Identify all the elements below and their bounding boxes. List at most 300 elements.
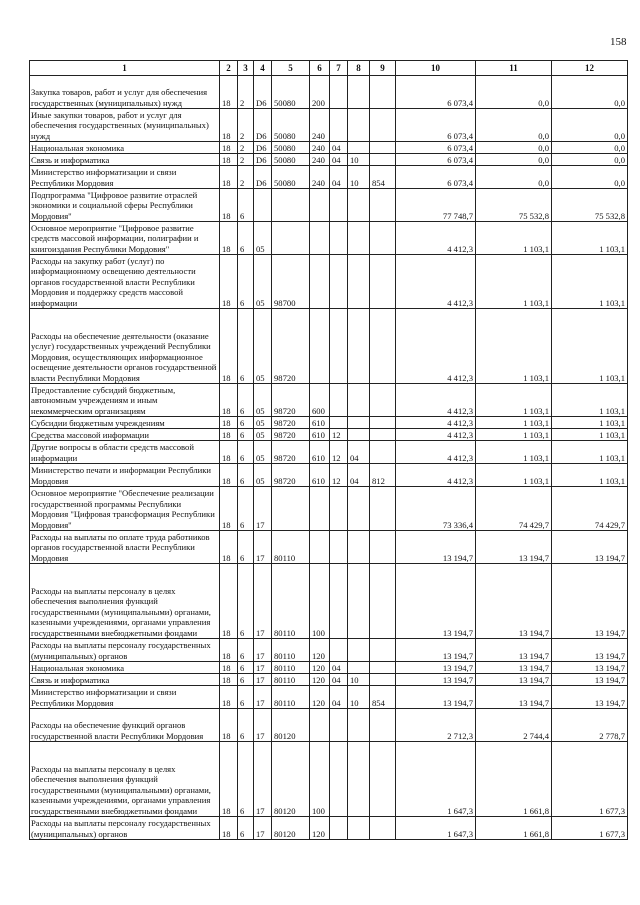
row-description: Министерство информатизации и связи Республики Мордовия xyxy=(30,686,220,709)
table-header-row xyxy=(30,61,628,76)
col-2-cell: 18 xyxy=(220,464,238,487)
col-4-cell: D6 xyxy=(254,109,272,142)
col-9-cell: 812 xyxy=(370,464,396,487)
col-8-cell xyxy=(348,742,370,817)
col-6-cell: 100 xyxy=(310,564,330,639)
column-header: 11 xyxy=(476,61,552,76)
col-10-cell: 13 194,7 xyxy=(396,564,476,639)
col-6-cell: 600 xyxy=(310,384,330,417)
col-2-cell: 18 xyxy=(220,154,238,166)
col-4-cell: 17 xyxy=(254,817,272,840)
col-2-cell: 18 xyxy=(220,109,238,142)
col-7-cell: 12 xyxy=(330,441,348,464)
col-4-cell: 05 xyxy=(254,464,272,487)
col-4-cell: 17 xyxy=(254,531,272,564)
col-10-cell: 13 194,7 xyxy=(396,686,476,709)
col-8-cell xyxy=(348,662,370,674)
col-11-cell: 1 661,8 xyxy=(476,817,552,840)
column-header: 10 xyxy=(396,61,476,76)
col-10-cell: 4 412,3 xyxy=(396,417,476,429)
col-12-cell: 1 103,1 xyxy=(552,441,628,464)
col-2-cell: 18 xyxy=(220,166,238,189)
col-11-cell: 13 194,7 xyxy=(476,674,552,686)
col-12-cell: 13 194,7 xyxy=(552,662,628,674)
col-7-cell: 04 xyxy=(330,686,348,709)
col-8-cell xyxy=(348,429,370,441)
col-12-cell: 1 677,3 xyxy=(552,817,628,840)
page-number: 158 xyxy=(610,36,627,48)
col-7-cell: 04 xyxy=(330,674,348,686)
col-11-cell: 0,0 xyxy=(476,154,552,166)
col-6-cell xyxy=(310,531,330,564)
table-row xyxy=(30,674,628,686)
col-8-cell xyxy=(348,189,370,222)
col-7-cell: 04 xyxy=(330,154,348,166)
col-4-cell: D6 xyxy=(254,76,272,109)
table-row xyxy=(30,255,628,309)
col-8-cell xyxy=(348,76,370,109)
col-11-cell: 1 103,1 xyxy=(476,309,552,384)
col-7-cell: 04 xyxy=(330,166,348,189)
col-9-cell xyxy=(370,662,396,674)
row-description: Основное мероприятие "Обеспечение реализации государственной программы Республики Мордовия "Цифровая трансформация Республики Мордовия" xyxy=(30,487,220,531)
col-5-cell xyxy=(272,189,310,222)
col-10-cell: 73 336,4 xyxy=(396,487,476,531)
col-2-cell: 18 xyxy=(220,639,238,662)
row-description: Министерство печати и информации Республики Мордовия xyxy=(30,464,220,487)
col-8-cell xyxy=(348,255,370,309)
col-10-cell: 6 073,4 xyxy=(396,142,476,154)
col-9-cell xyxy=(370,189,396,222)
col-12-cell: 13 194,7 xyxy=(552,639,628,662)
col-7-cell xyxy=(330,639,348,662)
col-6-cell: 120 xyxy=(310,817,330,840)
column-header: 1 xyxy=(30,61,220,76)
table-row xyxy=(30,531,628,564)
col-10-cell: 13 194,7 xyxy=(396,674,476,686)
row-description: Субсидии бюджетным учреждениям xyxy=(30,417,220,429)
col-6-cell: 120 xyxy=(310,674,330,686)
col-10-cell: 6 073,4 xyxy=(396,166,476,189)
col-10-cell: 4 412,3 xyxy=(396,384,476,417)
col-10-cell: 13 194,7 xyxy=(396,639,476,662)
col-12-cell: 2 778,7 xyxy=(552,709,628,742)
col-11-cell: 1 661,8 xyxy=(476,742,552,817)
col-4-cell: D6 xyxy=(254,154,272,166)
col-9-cell xyxy=(370,817,396,840)
col-12-cell: 1 103,1 xyxy=(552,255,628,309)
col-6-cell xyxy=(310,222,330,255)
column-header: 8 xyxy=(348,61,370,76)
col-5-cell: 50080 xyxy=(272,109,310,142)
col-2-cell: 18 xyxy=(220,817,238,840)
col-9-cell xyxy=(370,441,396,464)
col-12-cell: 1 103,1 xyxy=(552,417,628,429)
col-7-cell: 04 xyxy=(330,662,348,674)
col-4-cell: 05 xyxy=(254,441,272,464)
col-5-cell: 98720 xyxy=(272,309,310,384)
col-3-cell: 6 xyxy=(238,222,254,255)
col-9-cell xyxy=(370,742,396,817)
col-6-cell xyxy=(310,309,330,384)
col-12-cell: 1 103,1 xyxy=(552,222,628,255)
row-description: Министерство информатизации и связи Республики Мордовия xyxy=(30,166,220,189)
col-2-cell: 18 xyxy=(220,384,238,417)
col-10-cell: 6 073,4 xyxy=(396,76,476,109)
col-12-cell: 13 194,7 xyxy=(552,686,628,709)
table-row xyxy=(30,429,628,441)
col-12-cell: 1 103,1 xyxy=(552,464,628,487)
col-6-cell: 610 xyxy=(310,464,330,487)
col-3-cell: 6 xyxy=(238,742,254,817)
col-11-cell: 75 532,8 xyxy=(476,189,552,222)
col-7-cell xyxy=(330,564,348,639)
row-description: Расходы на выплаты персоналу государственных (муниципальных) органов xyxy=(30,817,220,840)
col-12-cell: 1 103,1 xyxy=(552,429,628,441)
table-row xyxy=(30,417,628,429)
col-3-cell: 2 xyxy=(238,109,254,142)
col-5-cell: 80110 xyxy=(272,662,310,674)
col-2-cell: 18 xyxy=(220,309,238,384)
col-8-cell xyxy=(348,309,370,384)
col-9-cell xyxy=(370,255,396,309)
column-header: 5 xyxy=(272,61,310,76)
col-6-cell xyxy=(310,189,330,222)
col-6-cell: 610 xyxy=(310,441,330,464)
col-5-cell: 80120 xyxy=(272,817,310,840)
table-row xyxy=(30,662,628,674)
col-11-cell: 2 744,4 xyxy=(476,709,552,742)
table-row xyxy=(30,487,628,531)
col-2-cell: 18 xyxy=(220,417,238,429)
col-8-cell xyxy=(348,709,370,742)
col-10-cell: 1 647,3 xyxy=(396,817,476,840)
col-3-cell: 6 xyxy=(238,441,254,464)
col-12-cell: 13 194,7 xyxy=(552,531,628,564)
col-11-cell: 13 194,7 xyxy=(476,662,552,674)
column-header: 2 xyxy=(220,61,238,76)
col-6-cell xyxy=(310,487,330,531)
col-11-cell: 0,0 xyxy=(476,109,552,142)
table-row xyxy=(30,384,628,417)
table-row xyxy=(30,189,628,222)
col-6-cell: 610 xyxy=(310,429,330,441)
col-9-cell xyxy=(370,109,396,142)
col-12-cell: 0,0 xyxy=(552,109,628,142)
col-9-cell xyxy=(370,154,396,166)
col-7-cell xyxy=(330,531,348,564)
col-4-cell: 05 xyxy=(254,255,272,309)
col-3-cell: 6 xyxy=(238,417,254,429)
table-row xyxy=(30,742,628,817)
col-8-cell xyxy=(348,639,370,662)
col-2-cell: 18 xyxy=(220,531,238,564)
col-3-cell: 6 xyxy=(238,709,254,742)
col-10-cell: 6 073,4 xyxy=(396,109,476,142)
col-8-cell xyxy=(348,384,370,417)
col-9-cell xyxy=(370,429,396,441)
row-description: Связь и информатика xyxy=(30,674,220,686)
col-3-cell: 6 xyxy=(238,817,254,840)
table-row xyxy=(30,686,628,709)
row-description: Расходы на выплаты персоналу государственных (муниципальных) органов xyxy=(30,639,220,662)
col-6-cell: 120 xyxy=(310,639,330,662)
col-5-cell: 50080 xyxy=(272,76,310,109)
col-5-cell xyxy=(272,222,310,255)
col-10-cell: 4 412,3 xyxy=(396,222,476,255)
col-6-cell: 120 xyxy=(310,686,330,709)
col-4-cell: 05 xyxy=(254,222,272,255)
row-description: Предоставление субсидий бюджетным, автономным учреждениям и иным некоммерческим организациям xyxy=(30,384,220,417)
col-8-cell xyxy=(348,222,370,255)
budget-table xyxy=(29,60,628,840)
col-12-cell: 0,0 xyxy=(552,76,628,109)
col-10-cell: 1 647,3 xyxy=(396,742,476,817)
col-2-cell: 18 xyxy=(220,255,238,309)
col-5-cell: 50080 xyxy=(272,154,310,166)
col-3-cell: 2 xyxy=(238,166,254,189)
col-9-cell xyxy=(370,222,396,255)
col-11-cell: 1 103,1 xyxy=(476,222,552,255)
col-5-cell: 98720 xyxy=(272,384,310,417)
col-4-cell: 17 xyxy=(254,662,272,674)
col-11-cell: 1 103,1 xyxy=(476,384,552,417)
col-8-cell: 10 xyxy=(348,686,370,709)
col-3-cell: 6 xyxy=(238,255,254,309)
col-4-cell: 05 xyxy=(254,417,272,429)
col-11-cell: 0,0 xyxy=(476,76,552,109)
col-12-cell: 13 194,7 xyxy=(552,674,628,686)
col-2-cell: 18 xyxy=(220,564,238,639)
col-5-cell: 80110 xyxy=(272,686,310,709)
col-6-cell: 200 xyxy=(310,76,330,109)
column-header: 12 xyxy=(552,61,628,76)
col-5-cell: 98720 xyxy=(272,441,310,464)
col-4-cell: 17 xyxy=(254,639,272,662)
column-header: 3 xyxy=(238,61,254,76)
col-12-cell: 75 532,8 xyxy=(552,189,628,222)
col-4-cell: 05 xyxy=(254,429,272,441)
col-2-cell: 18 xyxy=(220,686,238,709)
col-11-cell: 13 194,7 xyxy=(476,639,552,662)
col-12-cell: 1 103,1 xyxy=(552,309,628,384)
col-5-cell: 98720 xyxy=(272,464,310,487)
col-3-cell: 6 xyxy=(238,384,254,417)
col-3-cell: 6 xyxy=(238,674,254,686)
col-8-cell xyxy=(348,817,370,840)
col-11-cell: 1 103,1 xyxy=(476,464,552,487)
col-7-cell xyxy=(330,709,348,742)
col-3-cell: 6 xyxy=(238,464,254,487)
col-4-cell: 17 xyxy=(254,709,272,742)
col-8-cell xyxy=(348,417,370,429)
col-5-cell: 80110 xyxy=(272,564,310,639)
col-6-cell xyxy=(310,709,330,742)
col-2-cell: 18 xyxy=(220,709,238,742)
col-8-cell xyxy=(348,109,370,142)
col-12-cell: 1 677,3 xyxy=(552,742,628,817)
row-description: Закупка товаров, работ и услуг для обеспечения государственных (муниципальных) нужд xyxy=(30,76,220,109)
col-3-cell: 6 xyxy=(238,189,254,222)
col-9-cell: 854 xyxy=(370,166,396,189)
col-5-cell: 80110 xyxy=(272,531,310,564)
col-5-cell: 50080 xyxy=(272,166,310,189)
col-10-cell: 13 194,7 xyxy=(396,662,476,674)
col-8-cell xyxy=(348,531,370,564)
row-description: Расходы на выплаты персоналу в целях обеспечения выполнения функций государственными (муниципальными) органами, казенными учреждениями, органами управления государственными внебюджетными фондами xyxy=(30,742,220,817)
col-8-cell xyxy=(348,564,370,639)
row-description: Иные закупки товаров, работ и услуг для обеспечения государственных (муниципальных) нужд xyxy=(30,109,220,142)
col-10-cell: 6 073,4 xyxy=(396,154,476,166)
col-9-cell: 854 xyxy=(370,686,396,709)
col-11-cell: 13 194,7 xyxy=(476,686,552,709)
col-11-cell: 0,0 xyxy=(476,142,552,154)
col-3-cell: 6 xyxy=(238,564,254,639)
col-2-cell: 18 xyxy=(220,674,238,686)
col-12-cell: 1 103,1 xyxy=(552,384,628,417)
table-row xyxy=(30,441,628,464)
col-6-cell xyxy=(310,255,330,309)
col-7-cell: 12 xyxy=(330,429,348,441)
column-header: 4 xyxy=(254,61,272,76)
col-2-cell: 18 xyxy=(220,742,238,817)
col-7-cell xyxy=(330,384,348,417)
col-9-cell xyxy=(370,384,396,417)
column-header: 9 xyxy=(370,61,396,76)
table-row xyxy=(30,154,628,166)
col-9-cell xyxy=(370,639,396,662)
col-5-cell: 98720 xyxy=(272,429,310,441)
row-description: Расходы на обеспечение деятельности (оказание услуг) государственных учреждений Республики Мордовия, осуществляющих информационное освещение деятельности органов государственной власти Республики Мордовия xyxy=(30,309,220,384)
col-8-cell xyxy=(348,142,370,154)
col-6-cell: 240 xyxy=(310,154,330,166)
col-12-cell: 13 194,7 xyxy=(552,564,628,639)
row-description: Подпрограмма "Цифровое развитие отраслей экономики и социальной сферы Республики Мордовия" xyxy=(30,189,220,222)
col-9-cell xyxy=(370,709,396,742)
col-6-cell: 240 xyxy=(310,109,330,142)
table-row xyxy=(30,76,628,109)
col-7-cell xyxy=(330,76,348,109)
col-2-cell: 18 xyxy=(220,76,238,109)
col-11-cell: 1 103,1 xyxy=(476,429,552,441)
table-row xyxy=(30,639,628,662)
col-2-cell: 18 xyxy=(220,189,238,222)
table-row xyxy=(30,464,628,487)
table-row xyxy=(30,309,628,384)
table-row xyxy=(30,817,628,840)
col-7-cell xyxy=(330,417,348,429)
column-header: 6 xyxy=(310,61,330,76)
row-description: Связь и информатика xyxy=(30,154,220,166)
col-6-cell: 100 xyxy=(310,742,330,817)
col-4-cell: 17 xyxy=(254,742,272,817)
col-7-cell: 04 xyxy=(330,142,348,154)
col-9-cell xyxy=(370,487,396,531)
col-3-cell: 2 xyxy=(238,76,254,109)
col-10-cell: 4 412,3 xyxy=(396,429,476,441)
row-description: Расходы на закупку работ (услуг) по информационному освещению деятельности органов государственной власти Республики Мордовия и поддержку средств массовой информации xyxy=(30,255,220,309)
table-row xyxy=(30,166,628,189)
col-4-cell: 17 xyxy=(254,686,272,709)
col-10-cell: 77 748,7 xyxy=(396,189,476,222)
col-2-cell: 18 xyxy=(220,429,238,441)
col-5-cell: 80110 xyxy=(272,674,310,686)
col-8-cell: 04 xyxy=(348,464,370,487)
col-4-cell: 17 xyxy=(254,674,272,686)
table-row xyxy=(30,109,628,142)
table-row xyxy=(30,222,628,255)
col-2-cell: 18 xyxy=(220,142,238,154)
col-9-cell xyxy=(370,309,396,384)
col-3-cell: 2 xyxy=(238,154,254,166)
col-7-cell xyxy=(330,109,348,142)
col-8-cell: 04 xyxy=(348,441,370,464)
col-3-cell: 6 xyxy=(238,531,254,564)
col-7-cell xyxy=(330,222,348,255)
row-description: Национальная экономика xyxy=(30,142,220,154)
col-4-cell xyxy=(254,189,272,222)
col-8-cell: 10 xyxy=(348,674,370,686)
col-7-cell xyxy=(330,255,348,309)
col-12-cell: 74 429,7 xyxy=(552,487,628,531)
col-7-cell xyxy=(330,487,348,531)
col-8-cell: 10 xyxy=(348,154,370,166)
table-row xyxy=(30,564,628,639)
col-10-cell: 13 194,7 xyxy=(396,531,476,564)
col-9-cell xyxy=(370,417,396,429)
col-9-cell xyxy=(370,531,396,564)
col-3-cell: 6 xyxy=(238,309,254,384)
col-11-cell: 13 194,7 xyxy=(476,564,552,639)
col-11-cell: 0,0 xyxy=(476,166,552,189)
col-8-cell: 10 xyxy=(348,166,370,189)
col-11-cell: 1 103,1 xyxy=(476,255,552,309)
col-4-cell: 17 xyxy=(254,564,272,639)
col-2-cell: 18 xyxy=(220,441,238,464)
col-5-cell xyxy=(272,487,310,531)
col-9-cell xyxy=(370,564,396,639)
row-description: Национальная экономика xyxy=(30,662,220,674)
col-3-cell: 6 xyxy=(238,639,254,662)
column-header: 7 xyxy=(330,61,348,76)
table-row xyxy=(30,709,628,742)
row-description: Расходы на выплаты по оплате труда работников органов государственной власти Республики Мордовия xyxy=(30,531,220,564)
col-11-cell: 1 103,1 xyxy=(476,441,552,464)
col-3-cell: 6 xyxy=(238,686,254,709)
col-4-cell: 17 xyxy=(254,487,272,531)
col-3-cell: 2 xyxy=(238,142,254,154)
row-description: Расходы на обеспечение функций органов государственной власти Республики Мордовия xyxy=(30,709,220,742)
col-12-cell: 0,0 xyxy=(552,142,628,154)
col-3-cell: 6 xyxy=(238,487,254,531)
col-11-cell: 13 194,7 xyxy=(476,531,552,564)
col-7-cell xyxy=(330,309,348,384)
col-9-cell xyxy=(370,142,396,154)
col-6-cell: 240 xyxy=(310,166,330,189)
col-10-cell: 2 712,3 xyxy=(396,709,476,742)
col-2-cell: 18 xyxy=(220,222,238,255)
col-6-cell: 240 xyxy=(310,142,330,154)
col-5-cell: 80120 xyxy=(272,709,310,742)
col-12-cell: 0,0 xyxy=(552,166,628,189)
col-5-cell: 50080 xyxy=(272,142,310,154)
row-description: Расходы на выплаты персоналу в целях обеспечения выполнения функций государственными (муниципальными) органами, казенными учреждениями, органами управления государственными внебюджетными фондами xyxy=(30,564,220,639)
col-12-cell: 0,0 xyxy=(552,154,628,166)
col-3-cell: 6 xyxy=(238,662,254,674)
col-10-cell: 4 412,3 xyxy=(396,464,476,487)
col-5-cell: 98700 xyxy=(272,255,310,309)
col-9-cell xyxy=(370,674,396,686)
